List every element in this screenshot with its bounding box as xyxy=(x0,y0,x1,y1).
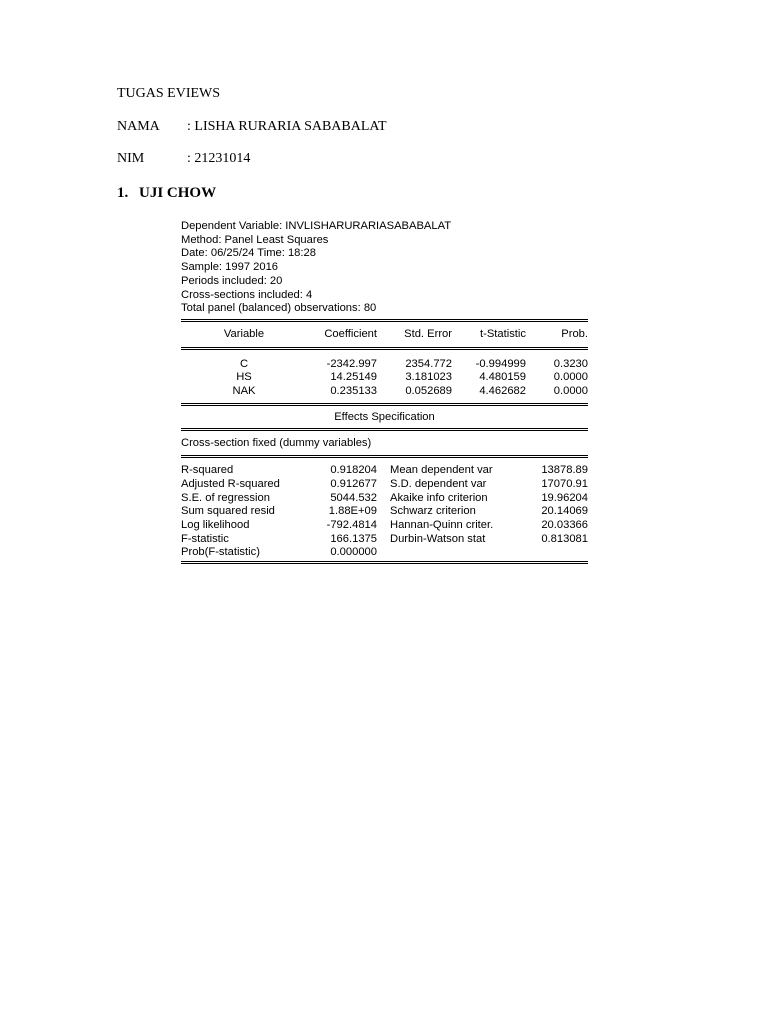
stat-value: 1.88E+09 xyxy=(328,505,377,518)
section-heading xyxy=(117,185,216,202)
effects-text: Cross-section fixed (dummy variables) xyxy=(181,437,372,450)
header-prob: Prob. xyxy=(561,327,588,340)
cell-t-statistic: -0.994999 xyxy=(475,357,526,370)
stat-label: Durbin-Watson stat xyxy=(390,532,486,545)
nama-value: : LISHA RURARIA SABABALAT xyxy=(187,119,387,134)
cell-t-statistic: 4.480159 xyxy=(479,371,526,384)
output-meta xyxy=(181,220,588,316)
header-coefficient: Coefficient xyxy=(324,327,377,340)
stat-value: 0.912677 xyxy=(330,477,377,490)
section-title: UJI CHOW xyxy=(139,185,217,201)
stat-label: Schwarz criterion xyxy=(390,505,476,518)
rule-double xyxy=(181,403,588,406)
nim-label: NIM xyxy=(117,151,145,166)
meta-observations: Total panel (balanced) observations: 80 xyxy=(181,302,377,315)
stat-label: S.E. of regression xyxy=(181,491,270,504)
cell-t-statistic: 4.462682 xyxy=(479,385,526,398)
rule-double xyxy=(181,319,588,322)
stat-label: Log likelihood xyxy=(181,518,250,531)
table-row xyxy=(181,385,588,399)
stat-value xyxy=(517,546,588,560)
stat-value: 5044.532 xyxy=(330,491,377,504)
eviews-output xyxy=(181,220,588,564)
stat-value: 20.14069 xyxy=(541,505,588,518)
stat-value: 17070.91 xyxy=(541,477,588,490)
stat-value: 0.000000 xyxy=(330,546,377,559)
cell-coefficient: -2342.997 xyxy=(326,357,377,370)
header-std-error: Std. Error xyxy=(404,327,452,340)
rule-header xyxy=(181,347,588,350)
nama-line xyxy=(117,119,387,135)
section-number: 1. xyxy=(117,185,129,201)
table-row xyxy=(181,358,588,372)
cell-std-error: 0.052689 xyxy=(405,385,452,398)
table-row xyxy=(181,371,588,385)
table-row xyxy=(181,492,588,506)
table-row xyxy=(181,505,588,519)
stat-value: -792.4814 xyxy=(326,518,377,531)
header-t-statistic: t-Statistic xyxy=(479,327,526,340)
meta-method: Method: Panel Least Squares xyxy=(181,233,329,246)
table-row xyxy=(181,546,588,560)
meta-date-time: Date: 06/25/24 Time: 18:28 xyxy=(181,247,316,260)
stat-value: 19.96204 xyxy=(541,491,588,504)
meta-cross-sections: Cross-sections included: 4 xyxy=(181,288,313,301)
statistics-table xyxy=(181,464,588,560)
cell-variable: NAK xyxy=(232,385,256,398)
stat-label: S.D. dependent var xyxy=(390,477,487,490)
table-row xyxy=(181,464,588,478)
stat-value: 0.918204 xyxy=(330,464,377,477)
cell-prob: 0.0000 xyxy=(553,371,588,384)
stat-label: Adjusted R-squared xyxy=(181,477,280,490)
nim-value: : 21231014 xyxy=(187,151,251,166)
stat-value: 166.1375 xyxy=(330,532,377,545)
cell-coefficient: 14.25149 xyxy=(330,371,377,384)
coef-header-row xyxy=(181,328,588,342)
stat-label: Akaike info criterion xyxy=(390,491,488,504)
table-row xyxy=(181,533,588,547)
stat-label: R-squared xyxy=(181,464,234,477)
cell-prob: 0.3230 xyxy=(553,357,588,370)
stat-value: 20.03366 xyxy=(541,518,588,531)
nim-line xyxy=(117,151,250,167)
cell-variable: C xyxy=(239,357,249,370)
stat-label: Prob(F-statistic) xyxy=(181,546,260,559)
cell-std-error: 3.181023 xyxy=(405,371,452,384)
stat-value: 0.813081 xyxy=(541,532,588,545)
nama-label: NAMA xyxy=(117,119,160,134)
coefficient-table xyxy=(181,328,588,342)
table-row xyxy=(181,478,588,492)
stat-label xyxy=(377,546,517,560)
document-title: TUGAS EVIEWS xyxy=(117,86,221,101)
rule-double xyxy=(181,428,588,431)
effects-title: Effects Specification xyxy=(334,410,435,423)
stat-label: F-statistic xyxy=(181,532,229,545)
stat-label: Mean dependent var xyxy=(390,464,493,477)
meta-periods: Periods included: 20 xyxy=(181,274,283,287)
cell-prob: 0.0000 xyxy=(553,385,588,398)
stat-value: 13878.89 xyxy=(541,464,588,477)
meta-sample: Sample: 1997 2016 xyxy=(181,261,279,274)
cell-std-error: 2354.772 xyxy=(405,357,452,370)
meta-dependent-variable: Dependent Variable: INVLISHARURARIASABABALAT xyxy=(181,220,452,232)
rule-double xyxy=(181,455,588,458)
cell-coefficient: 0.235133 xyxy=(330,385,377,398)
cell-variable: HS xyxy=(236,371,252,384)
table-row xyxy=(181,519,588,533)
rule-double xyxy=(181,561,588,564)
stat-label: Sum squared resid xyxy=(181,505,275,518)
header-variable: Variable xyxy=(223,327,265,340)
coefficient-rows xyxy=(181,358,588,399)
stat-label: Hannan-Quinn criter. xyxy=(390,518,494,531)
